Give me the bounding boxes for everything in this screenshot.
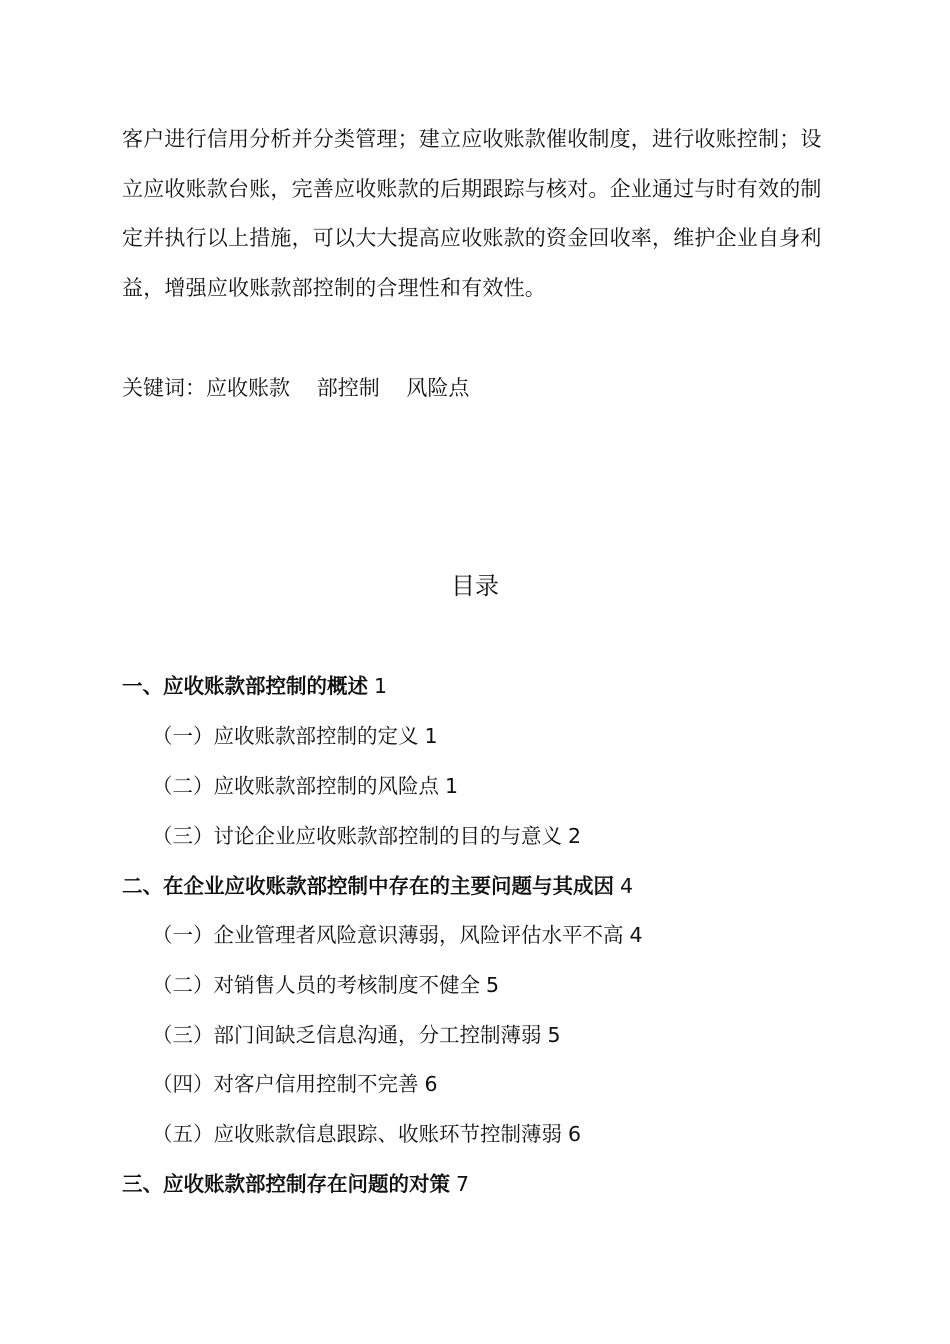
toc-entry-level1[interactable] bbox=[122, 1164, 469, 1204]
toc-entry-level2[interactable] bbox=[152, 1064, 438, 1104]
toc-page-number: 1 bbox=[424, 724, 438, 748]
keywords-label: 关键词： bbox=[122, 376, 206, 400]
abstract-line: 定并执行以上措施，可以大大提高应收账款的资金回收率，维护企业自身利 bbox=[122, 226, 822, 250]
toc-entry-text: （二）对销售人员的考核制度不健全 bbox=[152, 973, 480, 997]
keyword-item: 部控制 bbox=[316, 376, 380, 400]
toc-entry-level2[interactable] bbox=[152, 915, 643, 955]
toc-entry-level2[interactable] bbox=[152, 965, 499, 1005]
abstract-line: 益，增强应收账款部控制的合理性和有效性。 bbox=[122, 275, 546, 300]
toc-entry-level2[interactable] bbox=[152, 816, 581, 856]
toc-entry-level2[interactable] bbox=[152, 1015, 561, 1055]
toc-page-number: 6 bbox=[568, 1122, 582, 1146]
keyword-item: 风险点 bbox=[406, 376, 470, 400]
toc-page-number: 4 bbox=[620, 874, 634, 898]
toc-entry-text: 三、应收账款部控制存在问题的对策 bbox=[122, 1172, 450, 1196]
toc-entry-level2[interactable] bbox=[152, 716, 438, 756]
toc-page-number: 1 bbox=[374, 674, 388, 698]
abstract-paragraph bbox=[122, 115, 862, 313]
toc-page-number: 1 bbox=[445, 774, 459, 798]
toc-entry-text: （五）应收账款信息跟踪、收账环节控制薄弱 bbox=[152, 1122, 562, 1146]
toc-entry-level1[interactable] bbox=[122, 866, 633, 906]
toc-entry-text: （三）讨论企业应收账款部控制的目的与意义 bbox=[152, 824, 562, 848]
toc-entry-level1[interactable] bbox=[122, 666, 387, 706]
abstract-line: 客户进行信用分析并分类管理；建立应收账款催收制度，进行收账控制；设 bbox=[122, 127, 822, 151]
toc-entry-text: （四）对客户信用控制不完善 bbox=[152, 1072, 419, 1096]
toc-page-number: 6 bbox=[424, 1072, 438, 1096]
toc-entry-level2[interactable] bbox=[152, 1114, 581, 1154]
toc-entry-text: （一）企业管理者风险意识薄弱，风险评估水平不高 bbox=[152, 923, 624, 947]
keyword-item: 应收账款 bbox=[206, 376, 290, 400]
toc-entry-text: 二、在企业应收账款部控制中存在的主要问题与其成因 bbox=[122, 874, 614, 898]
toc-entry-text: （三）部门间缺乏信息沟通，分工控制薄弱 bbox=[152, 1023, 542, 1047]
toc-entry-text: （一）应收账款部控制的定义 bbox=[152, 724, 419, 748]
toc-title: 目录 bbox=[451, 572, 499, 600]
toc-page-number: 4 bbox=[629, 923, 643, 947]
toc-page-number: 7 bbox=[456, 1172, 470, 1196]
toc-page-number: 5 bbox=[547, 1023, 561, 1047]
toc-entry-level2[interactable] bbox=[152, 766, 458, 806]
toc-entry-text: 一、应收账款部控制的概述 bbox=[122, 674, 368, 698]
toc-entry-text: （二）应收账款部控制的风险点 bbox=[152, 774, 439, 798]
keywords-line bbox=[122, 368, 469, 408]
toc-page-number: 2 bbox=[568, 824, 582, 848]
abstract-line: 立应收账款台账，完善应收账款的后期跟踪与核对。企业通过与时有效的制 bbox=[122, 176, 822, 201]
toc-page-number: 5 bbox=[486, 973, 500, 997]
